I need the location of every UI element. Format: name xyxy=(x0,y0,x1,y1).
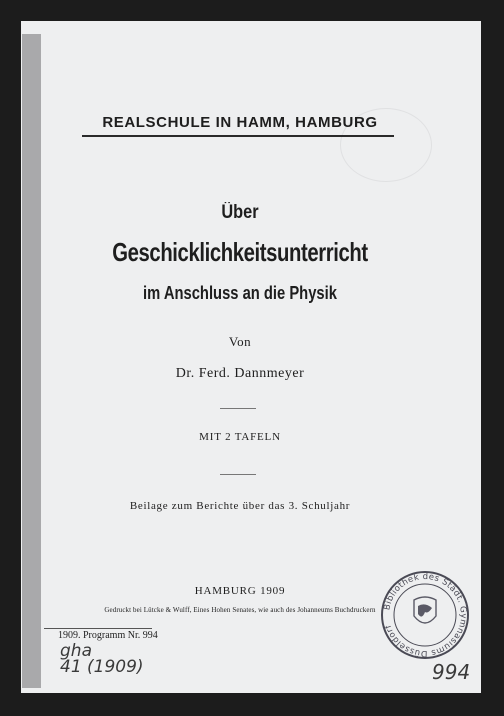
svg-text:Bibliothek des Städt. Gymnasiu xyxy=(382,572,468,658)
author-name: Dr. Ferd. Dannmeyer xyxy=(175,366,305,381)
title-subtitle: im Anschluss an die Physik xyxy=(143,283,337,303)
school-name: REALSCHULE IN HAMM, HAMBURG xyxy=(102,114,378,131)
title-main: Geschicklichkeitsunterricht xyxy=(112,237,368,267)
school-underline xyxy=(82,135,394,137)
binding-spine xyxy=(22,34,41,688)
library-stamp xyxy=(380,570,470,660)
supplement-note: Beilage zum Berichte über das 3. Schuljahr xyxy=(129,500,351,512)
title-line-1: Über xyxy=(221,202,259,223)
divider-rule-2 xyxy=(220,474,256,475)
imprint-city-year: HAMBURG 1909 xyxy=(194,585,286,597)
handwritten-shelf-mark-1: gha xyxy=(60,641,92,661)
program-rule xyxy=(44,628,152,629)
divider-rule-1 xyxy=(220,408,256,409)
by-label: Von xyxy=(228,334,252,349)
program-number: 1909. Programm Nr. 994 xyxy=(58,630,158,641)
library-stamp-text: Bibliothek des Städt. Gymnasiums Düsseldorf xyxy=(382,571,469,659)
coat-of-arms-icon xyxy=(414,597,436,623)
handwritten-shelf-mark-2: 41 (1909) xyxy=(60,657,144,677)
imprint-printer: Gedruckt bei Lütcke & Wulff, Eines Hohen Senates, wie auch des Johanneums Buchdruckern xyxy=(104,606,376,614)
handwritten-number: 994 xyxy=(432,660,471,684)
plates-note: MIT 2 TAFELN xyxy=(199,431,281,443)
